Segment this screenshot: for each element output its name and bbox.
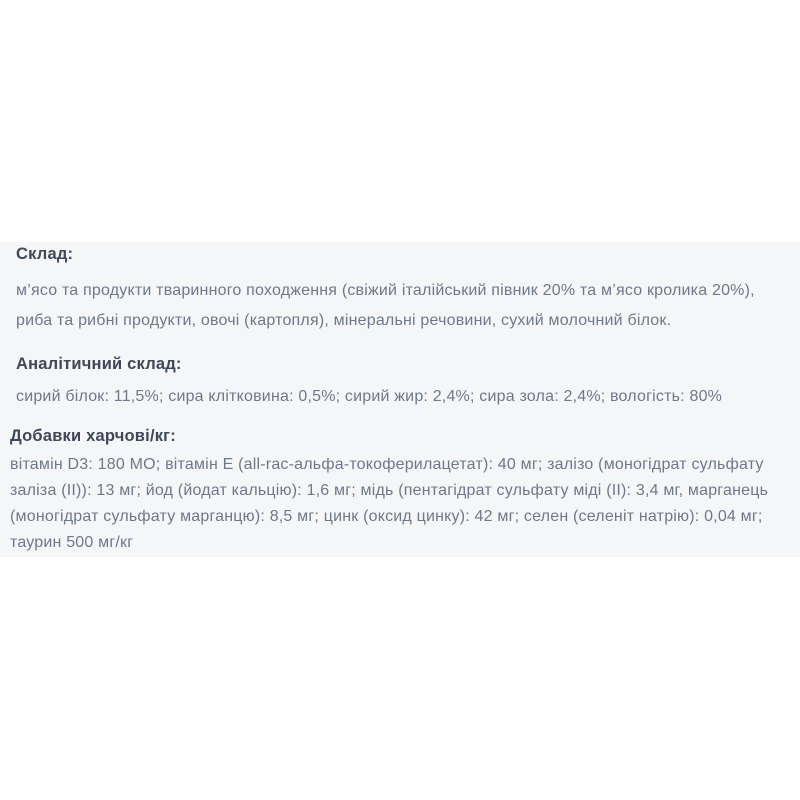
text-line: сирий білок: 11,5%; сира клітковина: 0,5%; сирий жир: 2,4%; сира зола: 2,4%; вологість: 80% [16,388,723,405]
composition-paragraph [16,276,786,336]
product-info-panel [0,242,800,557]
additives-paragraph [10,452,786,556]
composition-heading: Склад: [16,245,74,263]
text-line: заліза (II)): 13 мг; йод (йодат кальцію): 1,6 мг; мідь (пентагідрат сульфату міді (II): 3,4 мг, марганець [10,482,769,499]
additives-heading: Добавки харчові/кг: [10,427,176,445]
text-line: таурин 500 мг/кг [10,534,134,551]
text-line: (моногідрат сульфату марганцю): 8,5 мг; цинк (оксид цинку): 42 мг; селен (селеніт натрію): 0,04 мг; [10,508,763,525]
analytical-paragraph [16,382,786,412]
text-line: вітамін D3: 180 МО; вітамін E (all-rac-альфа-токоферилацетат): 40 мг; залізо (моногідрат сульфату [10,456,764,473]
analytical-heading: Аналітичний склад: [16,355,182,373]
section-analytical [16,354,786,412]
section-additives [10,426,786,556]
text-line: м’ясо та продукти тваринного походження (свіжий італійський півник 20% та м’ясо кролика 20%), [16,282,755,299]
text-line: риба та рибні продукти, овочі (картопля), мінеральні речовини, сухий молочний білок. [16,312,672,329]
section-composition [16,244,786,336]
